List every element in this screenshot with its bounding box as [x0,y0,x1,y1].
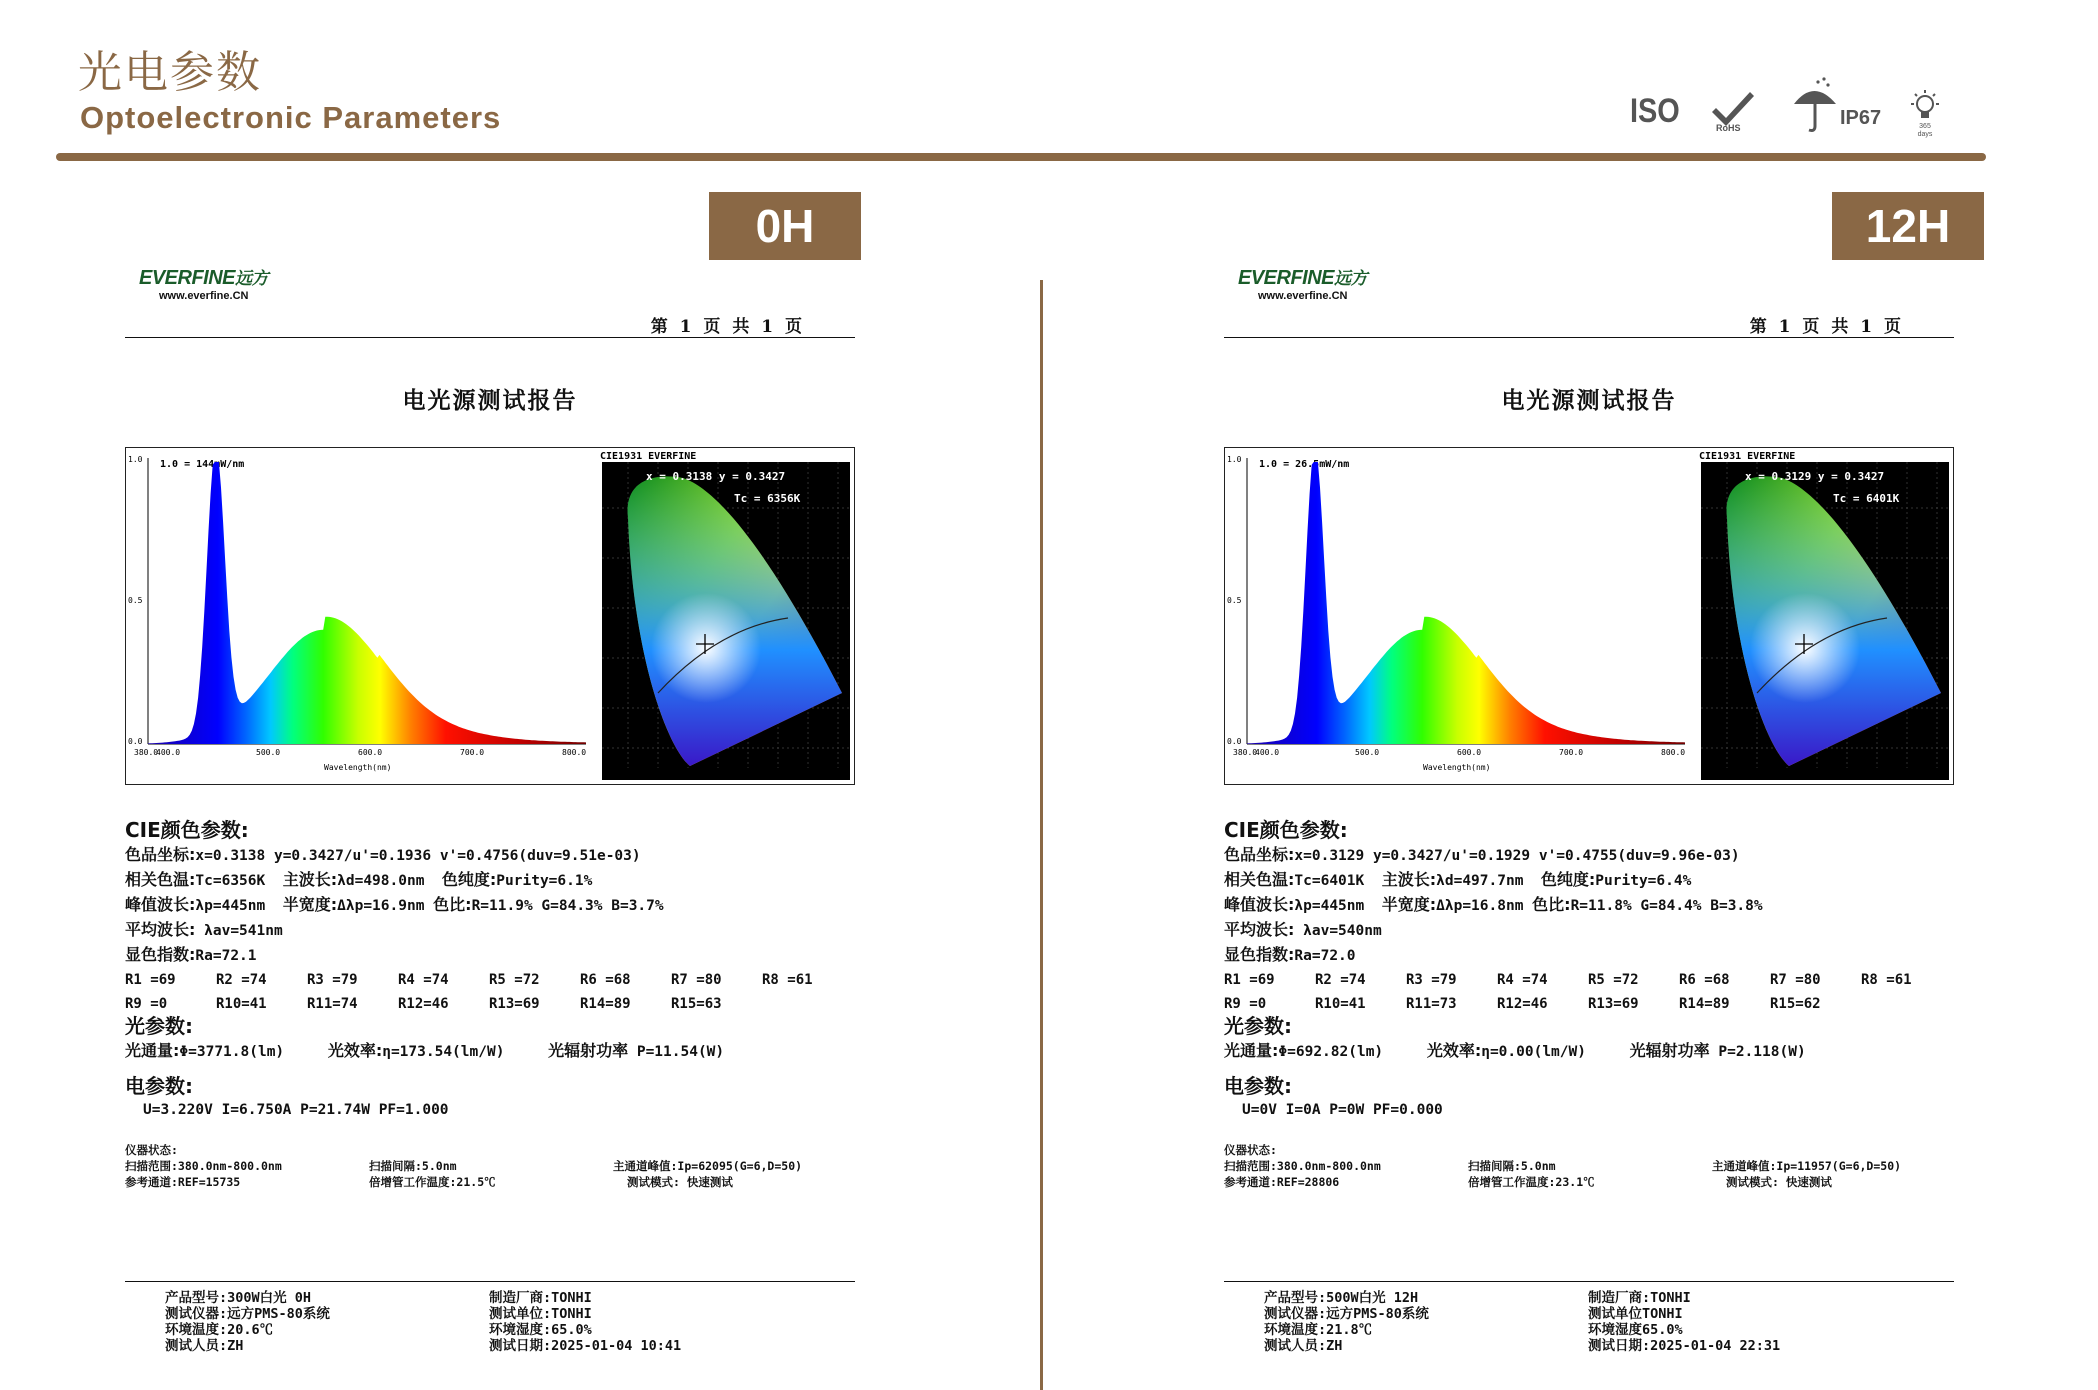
r-value: R15=62 [1770,996,1821,1012]
cie-tc: Tc = 6401K [1833,492,1900,505]
test-date: 测试日期:2025-01-04 22:31 [1588,1338,1781,1354]
x-tick-380: 380.0 [134,748,159,757]
product-model: 产品型号:300W白光 0H [165,1290,312,1306]
r-value: R11=73 [1406,996,1457,1012]
r-value: R12=46 [398,996,449,1012]
lightbulb-365-icon [1908,90,1942,140]
cri-line: 显色指数:Ra=72.0 [1224,945,1356,964]
scan-interval: 扫描间隔:5.0nm [369,1159,457,1173]
product-model: 产品型号:500W白光 12H [1264,1290,1419,1306]
x-tick-700: 700.0 [460,748,485,757]
spectrum-curve [1247,462,1685,744]
x-tick-800: 800.0 [562,748,587,757]
test-report [1224,250,1954,1380]
r-value: R2 =74 [1315,972,1366,988]
svg-text:days: days [1917,131,1933,138]
x-tick-500: 500.0 [1355,748,1380,757]
r-value: R12=46 [1497,996,1548,1012]
badge-0h: 0H [709,192,861,260]
y-tick-1: 1.0 [1227,455,1242,464]
x-tick-800: 800.0 [1661,748,1686,757]
r-value: R6 =68 [1679,972,1730,988]
report-header-rule [1224,337,1954,338]
svg-text:IP67: IP67 [1840,107,1882,129]
logo-brand: EVERFINE [1238,267,1335,289]
r-value: R4 =74 [1497,972,1548,988]
r-value: R13=69 [1588,996,1639,1012]
footer-rule [1224,1281,1954,1282]
x-tick-700: 700.0 [1559,748,1584,757]
manufacturer: 制造厂商:TONHI [489,1290,592,1306]
r-value: R7 =80 [1770,972,1821,988]
photometric-line: 光通量:Φ=692.82(lm) 光效率:η=0.00(lm/W) 光辐射功率 P=2.118(W) [1224,1041,1806,1060]
svg-text:365: 365 [1919,123,1931,130]
ambient-humidity: 环境湿度65.0% [1588,1322,1683,1338]
cie-params-heading: CIE颜色参数: [1224,818,1348,842]
everfine-logo [1238,264,1367,302]
scan-interval: 扫描间隔:5.0nm [1468,1159,1556,1173]
r-value: R1 =69 [1224,972,1275,988]
logo-cn: 远方 [235,269,269,288]
y-tick-0: 0.0 [1227,737,1242,746]
r-value: R14=89 [580,996,631,1012]
cie-params-heading: CIE颜色参数: [125,818,249,842]
test-instrument: 测试仪器:远方PMS-80系统 [165,1306,330,1322]
cie-title: CIE1931 EVERFINE [1699,451,1796,462]
tester: 测试人员:ZH [1264,1338,1343,1354]
header-rule [56,153,1986,161]
photometric-section [125,1010,855,1064]
y-tick-1: 1.0 [128,455,143,464]
center-divider [1040,280,1043,1390]
electrical-values: U=3.220V I=6.750A P=21.74W PF=1.000 [143,1102,449,1118]
figure-panel [1224,447,1954,785]
peak-label: 1.0 = 144mW/nm [160,459,245,470]
r-value: R13=69 [489,996,540,1012]
x-tick-600: 600.0 [358,748,383,757]
chromaticity-line: 色品坐标:x=0.3129 y=0.3427/u'=0.1929 v'=0.4755(duv=9.96e-03) [1224,845,1740,864]
pmt-temperature: 倍增管工作温度:23.1℃ [1468,1175,1595,1189]
electrical-section [1224,1070,1954,1122]
avg-wavelength-line: 平均波长: λav=541nm [125,920,283,939]
report-title: 电光源测试报告 [402,388,578,414]
x-axis-label: Wavelength(nm) [1423,763,1491,772]
r-value: R3 =79 [307,972,358,988]
spectrum-chart [126,448,599,784]
r-value: R10=41 [1315,996,1366,1012]
r-value: R3 =79 [1406,972,1457,988]
x-tick-400: 400.0 [1255,748,1280,757]
y-tick-05: 0.5 [1227,596,1242,605]
test-report [125,250,855,1380]
x-tick-400: 400.0 [156,748,181,757]
logo-cn: 远方 [1334,269,1368,288]
iso-logo: ISO [1630,92,1680,130]
white-point-region [651,593,761,703]
cct-line: 相关色温:Tc=6401K 主波长:λd=497.7nm 色纯度:Purity=6.4% [1224,870,1692,889]
r-value: R5 =72 [1588,972,1639,988]
page-title-cn: 光电参数 [78,47,262,98]
report-header-rule [125,337,855,338]
instrument-state-label: 仪器状态: [125,1143,178,1157]
cie-diagram [1697,448,1953,784]
cri-line: 显色指数:Ra=72.1 [125,945,257,964]
cie-params-section [125,814,855,1016]
pmt-temperature: 倍增管工作温度:21.5℃ [369,1175,496,1189]
r-value: R10=41 [216,996,267,1012]
photometric-line: 光通量:Φ=3771.8(lm) 光效率:η=173.54(lm/W) 光辐射功率 P=11.54(W) [125,1041,725,1060]
test-mode: 测试模式: 快速测试 [1726,1175,1832,1189]
page-info: 第 1 页 共 1 页 [650,317,805,337]
scan-range: 扫描范围:380.0nm-800.0nm [125,1159,282,1173]
photometric-heading: 光参数: [1224,1014,1292,1038]
electrical-values: U=0V I=0A P=0W PF=0.000 [1242,1102,1443,1118]
y-tick-05: 0.5 [128,596,143,605]
r-value: R9 =0 [1224,996,1267,1012]
r-value: R8 =61 [1861,972,1912,988]
test-date: 测试日期:2025-01-04 10:41 [489,1338,682,1354]
chromaticity-line: 色品坐标:x=0.3138 y=0.3427/u'=0.1936 v'=0.4756(duv=9.51e-03) [125,845,641,864]
cie-title: CIE1931 EVERFINE [600,451,697,462]
spectrum-chart [1225,448,1698,784]
rohs-icon [1710,88,1760,132]
r-value: R9 =0 [125,996,168,1012]
ambient-temperature: 环境温度:21.8℃ [1264,1322,1373,1338]
x-tick-500: 500.0 [256,748,281,757]
test-instrument: 测试仪器:远方PMS-80系统 [1264,1306,1429,1322]
ambient-humidity: 环境湿度:65.0% [489,1322,592,1338]
r-value: R14=89 [1679,996,1730,1012]
r-value: R15=63 [671,996,722,1012]
r-value: R8 =61 [762,972,813,988]
x-tick-380: 380.0 [1233,748,1258,757]
electrical-heading: 电参数: [125,1074,193,1098]
r-values-grid [1224,968,1954,1016]
manufacturer: 制造厂商:TONHI [1588,1290,1691,1306]
logo-url: www.everfine.CN [159,290,249,302]
cie-tc: Tc = 6356K [734,492,801,505]
page-title-en: Optoelectronic Parameters [80,100,502,135]
peak-line: 峰值波长:λp=445nm 半宽度:Δλp=16.8nm 色比:R=11.8% G=84.4% B=3.8% [1224,895,1763,914]
x-axis-label: Wavelength(nm) [324,763,392,772]
photometric-section [1224,1010,1954,1064]
avg-wavelength-line: 平均波长: λav=540nm [1224,920,1382,939]
logo-url: www.everfine.CN [1258,290,1348,302]
page-info: 第 1 页 共 1 页 [1749,317,1904,337]
r-value: R7 =80 [671,972,722,988]
figure-panel [125,447,855,785]
test-unit: 测试单位:TONHI [489,1306,592,1322]
r-value: R1 =69 [125,972,176,988]
ref-channel: 参考通道:REF=15735 [125,1175,241,1189]
r-value: R6 =68 [580,972,631,988]
cie-xy: x = 0.3138 y = 0.3427 [646,470,786,483]
footer-rule [125,1281,855,1282]
peak-line: 峰值波长:λp=445nm 半宽度:Δλp=16.9nm 色比:R=11.9% G=84.3% B=3.7% [125,895,664,914]
r-values-grid [125,968,855,1016]
test-mode: 测试模式: 快速测试 [627,1175,733,1189]
logo-brand: EVERFINE [139,267,236,289]
badge-12h: 12H [1832,192,1984,260]
electrical-heading: 电参数: [1224,1074,1292,1098]
cie-params-section [1224,814,1954,1016]
electrical-section [125,1070,855,1122]
instrument-state-label: 仪器状态: [1224,1143,1277,1157]
report-title: 电光源测试报告 [1501,388,1677,414]
r-value: R2 =74 [216,972,267,988]
ref-channel: 参考通道:REF=28806 [1224,1175,1340,1189]
scan-range: 扫描范围:380.0nm-800.0nm [1224,1159,1381,1173]
svg-text:RoHS: RoHS [1716,123,1741,132]
r-value: R11=74 [307,996,358,1012]
ambient-temperature: 环境温度:20.6℃ [165,1322,274,1338]
photometric-heading: 光参数: [125,1014,193,1038]
cct-line: 相关色温:Tc=6356K 主波长:λd=498.0nm 色纯度:Purity=6.1% [125,870,593,889]
everfine-logo [139,264,268,302]
cie-diagram [598,448,854,784]
peak-label: 1.0 = 26.5mW/nm [1259,459,1350,470]
y-tick-0: 0.0 [128,737,143,746]
r-value: R4 =74 [398,972,449,988]
main-channel-peak: 主通道峰值:Ip=62095(G=6,D=50) [613,1159,803,1173]
test-unit: 测试单位TONHI [1588,1306,1683,1322]
spectrum-curve [148,462,586,744]
tester: 测试人员:ZH [165,1338,244,1354]
cie-xy: x = 0.3129 y = 0.3427 [1745,470,1885,483]
r-value: R5 =72 [489,972,540,988]
main-channel-peak: 主通道峰值:Ip=11957(G=6,D=50) [1712,1159,1902,1173]
x-tick-600: 600.0 [1457,748,1482,757]
white-point-region [1750,593,1860,703]
ip67-umbrella-icon [1788,76,1888,136]
